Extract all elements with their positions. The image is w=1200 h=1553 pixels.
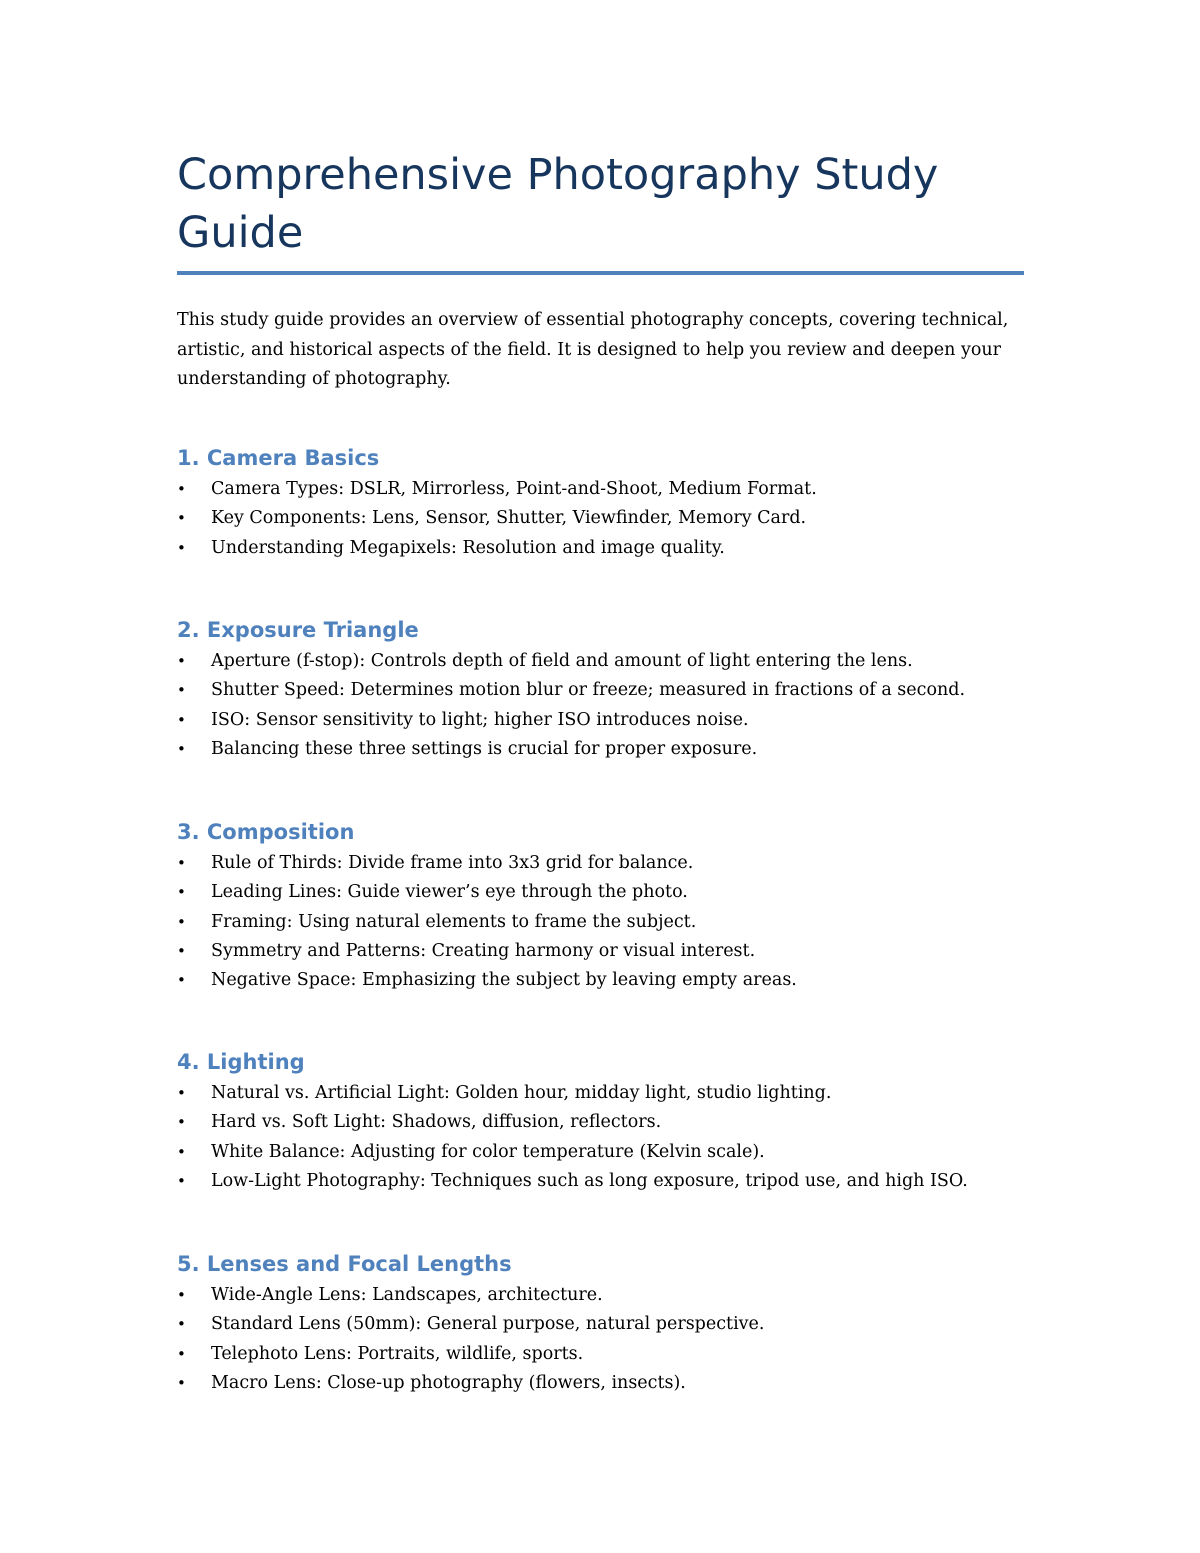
list-item: [177, 1340, 1037, 1369]
list-item-text: Wide-Angle Lens: Landscapes, architecture.: [211, 1285, 603, 1305]
list-item: [177, 1079, 1037, 1108]
bullet-icon: •: [177, 1171, 186, 1190]
list-item-text: White Balance: Adjusting for color temperature (Kelvin scale).: [211, 1141, 765, 1162]
section-exposure-triangle: [177, 615, 1037, 764]
bullet-icon: •: [177, 538, 186, 557]
section-heading: 3. Composition: [177, 820, 355, 844]
list-item: [177, 676, 1037, 705]
intro-paragraph: This study guide provides an overview of essential photography concepts, covering technical, artistic, and historical aspects of the field. It is designed to help you review and deepen your understanding of photography.: [177, 310, 1009, 389]
list-item: [177, 1281, 1037, 1310]
section-lenses-focal-lengths: [177, 1249, 1037, 1398]
bullet-icon: •: [177, 1142, 186, 1161]
list-item-text: Leading Lines: Guide viewer’s eye through the photo.: [211, 882, 688, 903]
list-item: [177, 735, 1037, 764]
bullet-icon: •: [177, 971, 186, 990]
list-item: [177, 647, 1037, 676]
bullet-icon: •: [177, 1286, 186, 1304]
bullet-icon: •: [177, 1344, 186, 1363]
list-item-text: Macro Lens: Close-up photography (flowers, insects).: [211, 1372, 686, 1393]
bullet-list: [177, 475, 1037, 563]
list-item-text: ISO: Sensor sensitivity to light; higher ISO introduces noise.: [211, 709, 749, 730]
bullet-icon: •: [177, 652, 186, 670]
bullet-list: [177, 1079, 1037, 1196]
bullet-icon: •: [177, 509, 186, 528]
bullet-icon: •: [177, 912, 186, 931]
section-heading: 5. Lenses and Focal Lengths: [177, 1252, 512, 1276]
bullet-list: [177, 1281, 1037, 1398]
list-item: [177, 534, 1037, 563]
title-divider: [177, 271, 1024, 275]
page-title: Comprehensive Photography Study Guide: [177, 150, 939, 258]
bullet-icon: •: [177, 883, 186, 902]
list-item-text: Key Components: Lens, Sensor, Shutter, Viewfinder, Memory Card.: [211, 508, 807, 529]
list-item-text: Balancing these three settings is crucial for proper exposure.: [211, 738, 758, 759]
list-item: [177, 849, 1037, 878]
bullet-icon: •: [177, 941, 186, 960]
bullet-icon: •: [177, 1315, 186, 1334]
section-composition: [177, 817, 1037, 995]
bullet-icon: •: [177, 739, 186, 758]
list-item: [177, 1138, 1037, 1167]
bullet-icon: •: [177, 681, 186, 700]
list-item: [177, 937, 1037, 966]
list-item: [177, 475, 1037, 504]
bullet-icon: •: [177, 1113, 186, 1132]
list-item: [177, 878, 1037, 907]
list-item: [177, 966, 1037, 995]
section-heading: 2. Exposure Triangle: [177, 618, 419, 642]
bullet-icon: •: [177, 1084, 186, 1102]
bullet-list: [177, 647, 1037, 764]
list-item: [177, 706, 1037, 735]
list-item-text: Negative Space: Emphasizing the subject by leaving empty areas.: [211, 970, 797, 991]
bullet-icon: •: [177, 1373, 186, 1392]
bullet-icon: •: [177, 710, 186, 729]
list-item-text: Camera Types: DSLR, Mirrorless, Point-and-Shoot, Medium Format.: [211, 479, 817, 499]
bullet-icon: •: [177, 480, 186, 498]
list-item-text: Natural vs. Artificial Light: Golden hour, midday light, studio lighting.: [211, 1083, 832, 1103]
list-item: [177, 1369, 1037, 1398]
list-item-text: Hard vs. Soft Light: Shadows, diffusion, reflectors.: [211, 1112, 662, 1133]
section-lighting: [177, 1047, 1037, 1196]
list-item-text: Framing: Using natural elements to frame the subject.: [211, 911, 697, 932]
list-item-text: Standard Lens (50mm): General purpose, natural perspective.: [211, 1314, 765, 1335]
list-item: [177, 1108, 1037, 1137]
list-item: [177, 504, 1037, 533]
section-heading: 4. Lighting: [177, 1050, 305, 1074]
bullet-list: [177, 849, 1037, 995]
list-item: [177, 1167, 1037, 1196]
list-item: [177, 1310, 1037, 1339]
section-heading: 1. Camera Basics: [177, 446, 380, 470]
list-item-text: Shutter Speed: Determines motion blur or freeze; measured in fractions of a second.: [211, 680, 966, 701]
list-item: [177, 908, 1037, 937]
list-item-text: Aperture (f-stop): Controls depth of field and amount of light entering the lens.: [211, 651, 913, 671]
list-item-text: Symmetry and Patterns: Creating harmony or visual interest.: [211, 940, 756, 961]
section-camera-basics: [177, 443, 1037, 563]
list-item-text: Rule of Thirds: Divide frame into 3x3 grid for balance.: [211, 853, 694, 873]
list-item-text: Telephoto Lens: Portraits, wildlife, sports.: [211, 1343, 584, 1364]
list-item-text: Low-Light Photography: Techniques such as long exposure, tripod use, and high ISO.: [211, 1170, 968, 1191]
list-item-text: Understanding Megapixels: Resolution and image quality.: [211, 537, 725, 558]
bullet-icon: •: [177, 854, 186, 872]
